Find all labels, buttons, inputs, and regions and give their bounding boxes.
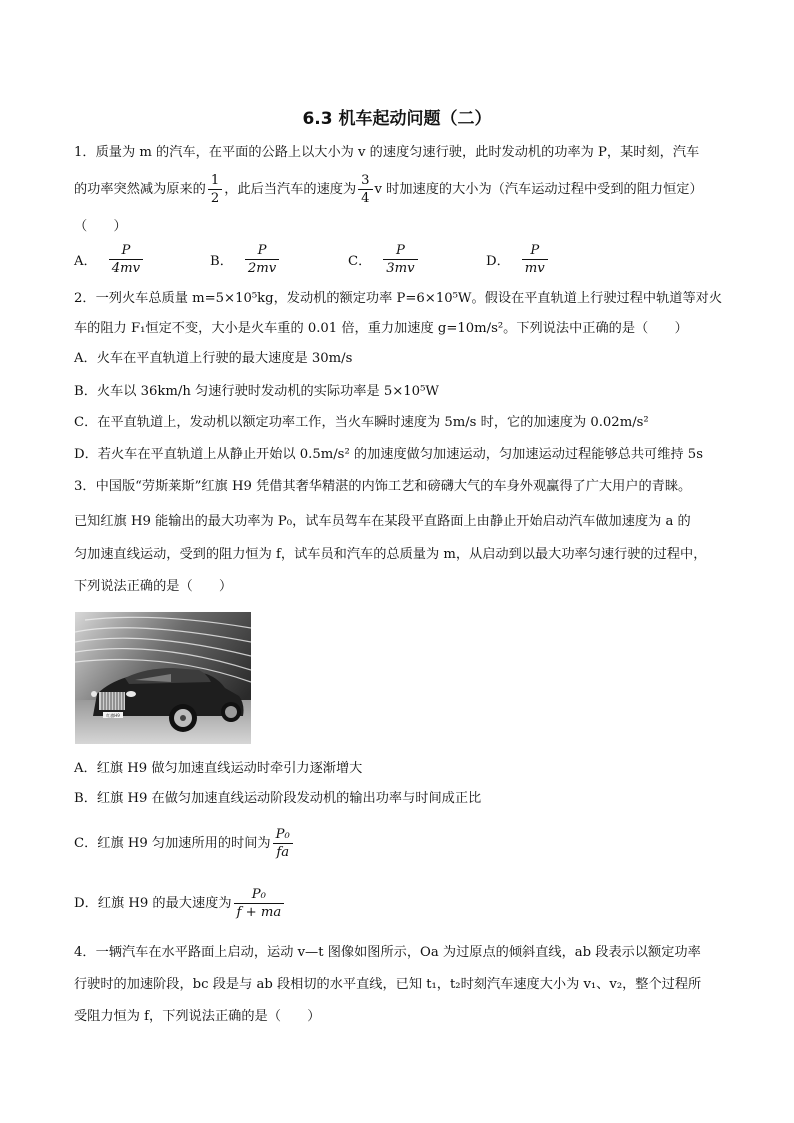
car-photo [75,612,251,744]
q1-line2-b: ，此后当汽车的速度为 [224,181,357,197]
q1-option-a[interactable]: A． $\frac{P}{4mv}$ [74,242,145,277]
q3-line3: 匀加速直线运动，受到的阻力恒为 f，试车员和汽车的总质量为 m，从启动到以最大功率匀速行驶的过程中， [74,547,707,562]
q2-option-d[interactable]: D．若火车在平直轨道上从静止开始以 0.5m/s² 的加速度做匀加速运动，匀加速运动过程能够总共可维持 5s [74,447,703,462]
q2-option-a[interactable]: A．火车在平直轨道上行驶的最大速度是 30m/s [74,351,353,366]
q4-line1: 4．一辆汽车在水平路面上启动，运动 v—t 图像如图所示，Oa 为过原点的倾斜直线，ab 段表示以额定功率 [74,945,701,960]
q3-option-b[interactable]: B．红旗 H9 在做匀加速直线运动阶段发动机的输出功率与时间成正比 [74,791,482,806]
q3-option-c[interactable]: C．红旗 H9 匀加速所用的时间为 $\frac{\text{P₀}}{fa}$ [74,826,295,861]
q2-line1: 2．一列火车总质量 m=5×10⁵kg，发动机的额定功率 P=6×10⁵W。假设在平直轨道上行驶过程中轨道等对火 [74,291,723,306]
q3-line1: 3．中国版“劳斯莱斯”红旗 H9 凭借其奢华精湛的内饰工艺和磅礴大气的车身外观赢得了广大用户的青睐。 [74,479,692,494]
q2-line2: 车的阻力 F₁恒定不变，大小是火车重的 0.01 倍，重力加速度 g=10m/s²。下列说法中正确的是（ ） [74,321,688,336]
q3-option-a[interactable]: A．红旗 H9 做匀加速直线运动时牵引力逐渐增大 [74,761,363,776]
fraction-three-quarters: $\frac{3}{4}$ [358,172,372,207]
q1-line2-a: 的功率突然减为原来的 [74,181,206,197]
q1-option-d[interactable]: D． $\frac{P}{mv}$ [486,242,550,277]
q3-option-d[interactable]: D．红旗 H9 的最大速度为 $\frac{\text{P₀}}{f + ma}$ [74,886,286,921]
q1-option-c[interactable]: C． $\frac{P}{3mv}$ [348,242,420,277]
q4-line3: 受阻力恒为 f，下列说法正确的是（ ） [74,1009,321,1024]
q1-option-b[interactable]: B． $\frac{P}{2mv}$ [210,242,281,277]
fraction-p0-over-fa: $\frac{\text{P₀}}{fa}$ [273,826,293,861]
page-title: 6.3 机车起动问题（二） [302,109,492,129]
q2-option-b[interactable]: B．火车以 36km/h 匀速行驶时发动机的实际功率是 5×10⁵W [74,384,439,399]
q1-line2-c: v 时加速度的大小为（汽车运动过程中受到的阻力恒定） [374,181,703,197]
license-plate: 红旗H9 [106,713,120,718]
q3-line4: 下列说法正确的是（ ） [74,579,233,594]
q2-option-c[interactable]: C．在平直轨道上，发动机以额定功率工作，当火车瞬时速度为 5m/s 时，它的加速度为 0.02m/s² [74,415,649,430]
q1-line2 [74,172,703,207]
fraction-one-half: $\frac{1}{2}$ [208,172,222,207]
fraction-p0-over-f-plus-ma: $\frac{\text{P₀}}{f + ma}$ [234,886,285,921]
q1-line1: 1．质量为 m 的汽车，在平面的公路上以大小为 v 的速度匀速行驶，此时发动机的功率为 P，某时刻，汽车 [74,145,700,160]
q1-answer-paren: （ ） [74,219,127,234]
q4-line2: 行驶时的加速阶段，bc 段是与 ab 段相切的水平直线，已知 t₁，t₂时刻汽车速度大小为 v₁、v₂，整个过程所 [74,977,702,992]
q3-line2: 已知红旗 H9 能输出的最大功率为 P₀，试车员驾车在某段平直路面上由静止开始启动汽车做加速度为 a 的 [74,514,691,529]
